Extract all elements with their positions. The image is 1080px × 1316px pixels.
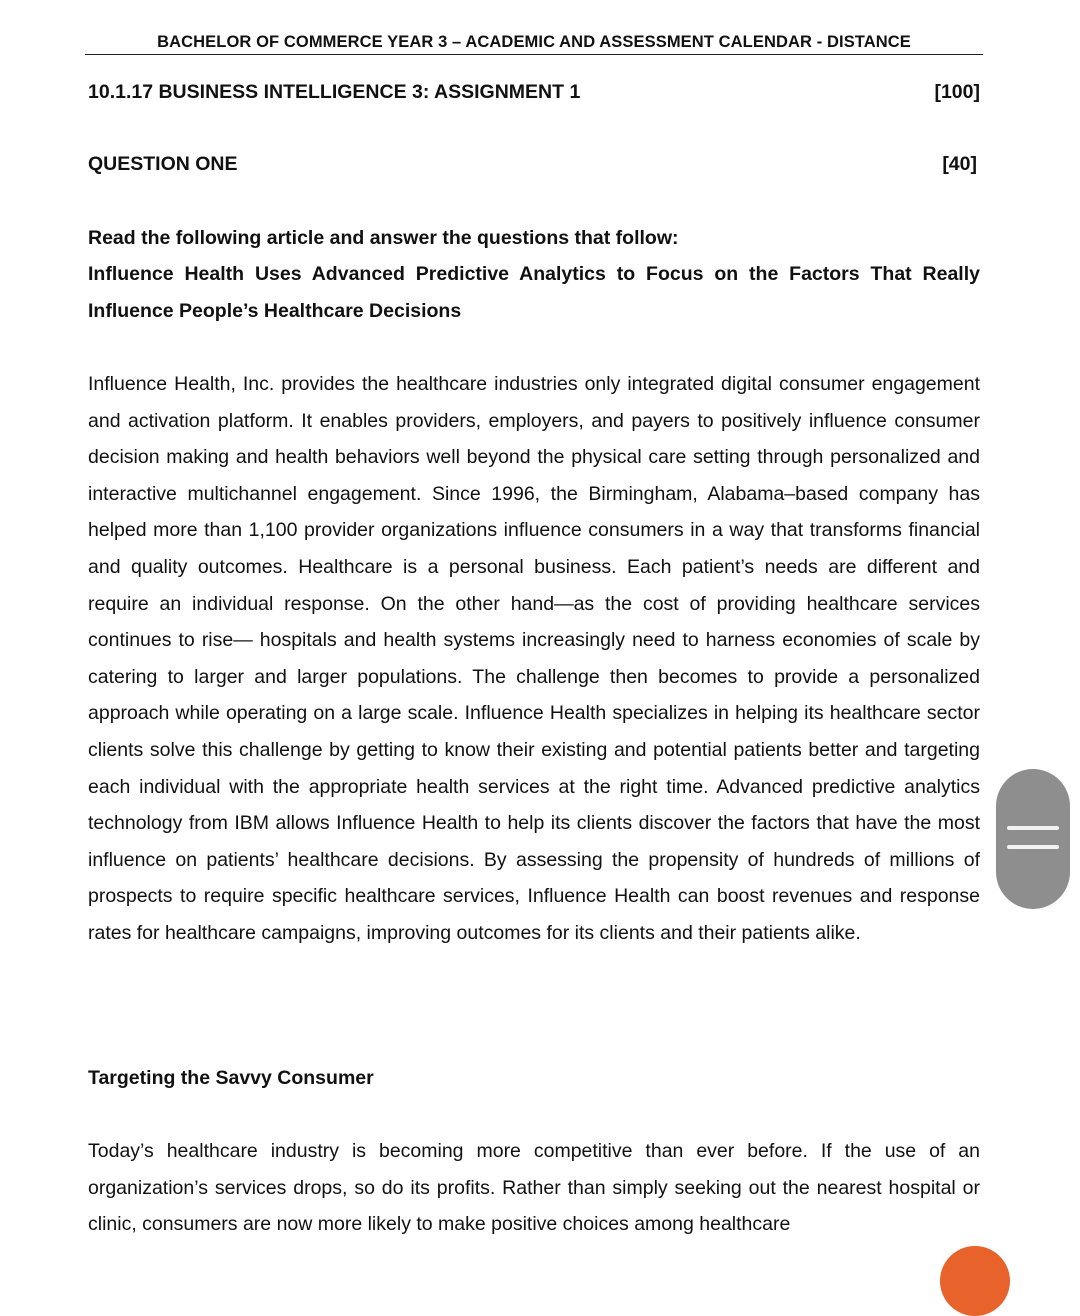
- assignment-title: 10.1.17 BUSINESS INTELLIGENCE 3: ASSIGNMENT 1: [88, 81, 581, 103]
- question-title: QUESTION ONE: [88, 153, 238, 175]
- question-marks: [40]: [942, 153, 977, 175]
- article-title: Influence Health Uses Advanced Predictive Analytics to Focus on the Factors That Really Influence People’s Healthcare Decisions: [88, 263, 980, 322]
- section-heading: Targeting the Savvy Consumer: [88, 1067, 374, 1089]
- running-header: BACHELOR OF COMMERCE YEAR 3 – ACADEMIC AND ASSESSMENT CALENDAR - DISTANCE: [85, 31, 983, 55]
- assignment-marks: [100]: [934, 81, 980, 103]
- article-paragraph: Influence Health, Inc. provides the healthcare industries only integrated digital consumer engagement and activation platform. It enables providers, employers, and payers to positively influence consumer decision making and health behaviors well beyond the physical care setting through personalized and interactive multichannel engagement. Since 1996, the Birmingham, Alabama–based company has helped more than 1,100 provider organizations influence consumers in a way that transforms financial and quality outcomes. Healthcare is a personal business. Each patient’s needs are different and require an individual response. On the other hand—as the cost of providing healthcare services continues to rise— hospitals and health systems increasingly need to harness economies of scale by catering to larger and larger populations. The challenge then becomes to provide a personalized approach while operating on a large scale. Influence Health specializes in helping its healthcare sector clients solve this challenge by getting to know their existing and potential patients better and targeting each individual with the appropriate health services at the right time. Advanced predictive analytics technology from IBM allows Influence Health to help its clients discover the factors that have the most influence on patients’ healthcare decisions. By assessing the propensity of hundreds of millions of prospects to require specific healthcare services, Influence Health can boost revenues and response rates for healthcare campaigns, improving outcomes for its clients and their patients alike.: [88, 373, 980, 944]
- drag-handle-icon: [996, 769, 1070, 909]
- assignment-heading-row: [88, 80, 980, 104]
- article-paragraph: Today’s healthcare industry is becoming more competitive than ever before. If the use of an organization’s services drops, so do its profits. Rather than simply seeking out the nearest hospital or clinic, consumers are now more likely to make positive choices among healthcare: [88, 1140, 980, 1236]
- floating-action-button[interactable]: [940, 1246, 1010, 1316]
- instruction-text: Read the following article and answer the questions that follow:: [88, 227, 679, 249]
- question-heading-row: [88, 152, 977, 176]
- scroll-handle[interactable]: [996, 769, 1070, 909]
